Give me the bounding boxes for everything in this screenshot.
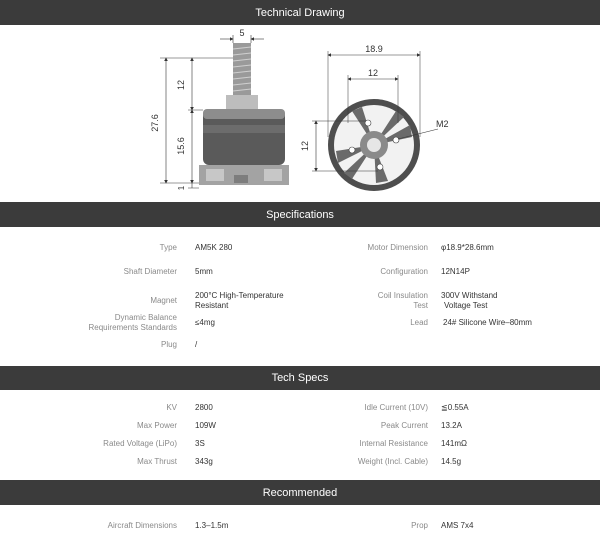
tech-spec-label: Idle Current (10V): [364, 403, 428, 412]
motor-drawing-svg: [0, 25, 600, 202]
tech-spec-value: 109W: [195, 421, 216, 430]
spec-value-line: Voltage Test: [444, 301, 488, 310]
tech-spec-value: 14.5g: [441, 457, 462, 466]
mount-hole: [393, 137, 399, 143]
spec-value: φ18.9*28.6mm: [441, 243, 494, 252]
tech-spec-value: 343g: [195, 457, 213, 466]
tech-spec-label: KV: [166, 403, 177, 412]
specifications-section: [0, 227, 600, 366]
spec-value: 5mm: [195, 267, 213, 276]
spec-label-line: Test: [413, 301, 428, 310]
tech-specs-title: Tech Specs: [271, 372, 329, 384]
spec-value: 24# Silicone Wire–80mm: [443, 318, 532, 327]
recommended-label: Prop: [411, 521, 428, 530]
spec-value: /: [195, 340, 198, 349]
tech-specs-section: [0, 390, 600, 480]
tech-spec-value: ≦0.55A: [441, 403, 469, 412]
spec-label: Plug: [160, 340, 177, 349]
dim-outer-diameter: 18.9: [365, 44, 383, 54]
specifications-header: [0, 202, 600, 227]
spec-value: 12N14P: [441, 267, 470, 276]
recommended-section: [0, 505, 600, 542]
spec-label: Shaft Diameter: [123, 267, 177, 276]
tech-spec-value: 2800: [195, 403, 213, 412]
dim-body-height: 15.6: [176, 137, 186, 155]
spec-label: Lead: [410, 318, 428, 327]
spec-label-line: Coil Insulation: [377, 291, 428, 300]
bottom-view: [300, 44, 449, 191]
technical-drawing-title: Technical Drawing: [255, 6, 345, 19]
side-view: [150, 28, 289, 190]
dim-shaft-length: 12: [176, 79, 186, 91]
spec-value: AM5K 280: [195, 243, 233, 252]
spec-value: [195, 291, 284, 311]
spec-label-line: Dynamic Balance: [114, 313, 177, 322]
spec-label: [378, 291, 428, 311]
dim-screw-size: M2: [436, 119, 449, 129]
tech-spec-value: 141mΩ: [441, 439, 467, 448]
tech-spec-label: Internal Resistance: [359, 439, 428, 448]
technical-drawing: [0, 25, 600, 202]
spec-value-line: Resistant: [195, 301, 229, 310]
spec-value-line: 300V Withstand: [441, 291, 498, 300]
dim-total-height: 27.6: [150, 114, 160, 132]
dim-shaft-width: 5: [239, 28, 245, 38]
recommended-value: 1.3–1.5m: [195, 521, 229, 530]
tech-spec-label: Weight (Incl. Cable): [357, 457, 428, 466]
dim-base-height: 1: [177, 185, 186, 191]
spec-value: ≤4mg: [195, 318, 215, 327]
recommended-title: Recommended: [262, 486, 338, 499]
recommended-label: Aircraft Dimensions: [107, 521, 177, 530]
spec-label: Magnet: [150, 296, 177, 305]
dim-mount-spacing-h: 12: [367, 68, 379, 78]
tech-spec-label: Peak Current: [380, 421, 428, 430]
dim-mount-spacing-v: 12: [300, 140, 310, 152]
spec-label: Type: [159, 243, 177, 252]
tech-spec-label: Rated Voltage (LiPo): [103, 439, 177, 448]
recommended-header: [0, 480, 600, 505]
tech-specs-header: [0, 366, 600, 390]
tech-spec-value: 3S: [195, 439, 205, 448]
recommended-value: AMS 7x4: [441, 521, 474, 530]
spec-label: Configuration: [380, 267, 428, 276]
spec-label: [89, 313, 178, 333]
tech-spec-label: Max Power: [136, 421, 177, 430]
tech-spec-label: Max Thrust: [137, 457, 177, 466]
specifications-title: Specifications: [266, 208, 334, 221]
spec-label: Motor Dimension: [367, 243, 428, 252]
spec-label-line: Requirements Standards: [88, 323, 177, 332]
technical-drawing-header: [0, 0, 600, 25]
tech-spec-value: 13.2A: [441, 421, 462, 430]
spec-value: [441, 291, 497, 311]
spec-value-line: 200°C High-Temperature: [195, 291, 284, 300]
